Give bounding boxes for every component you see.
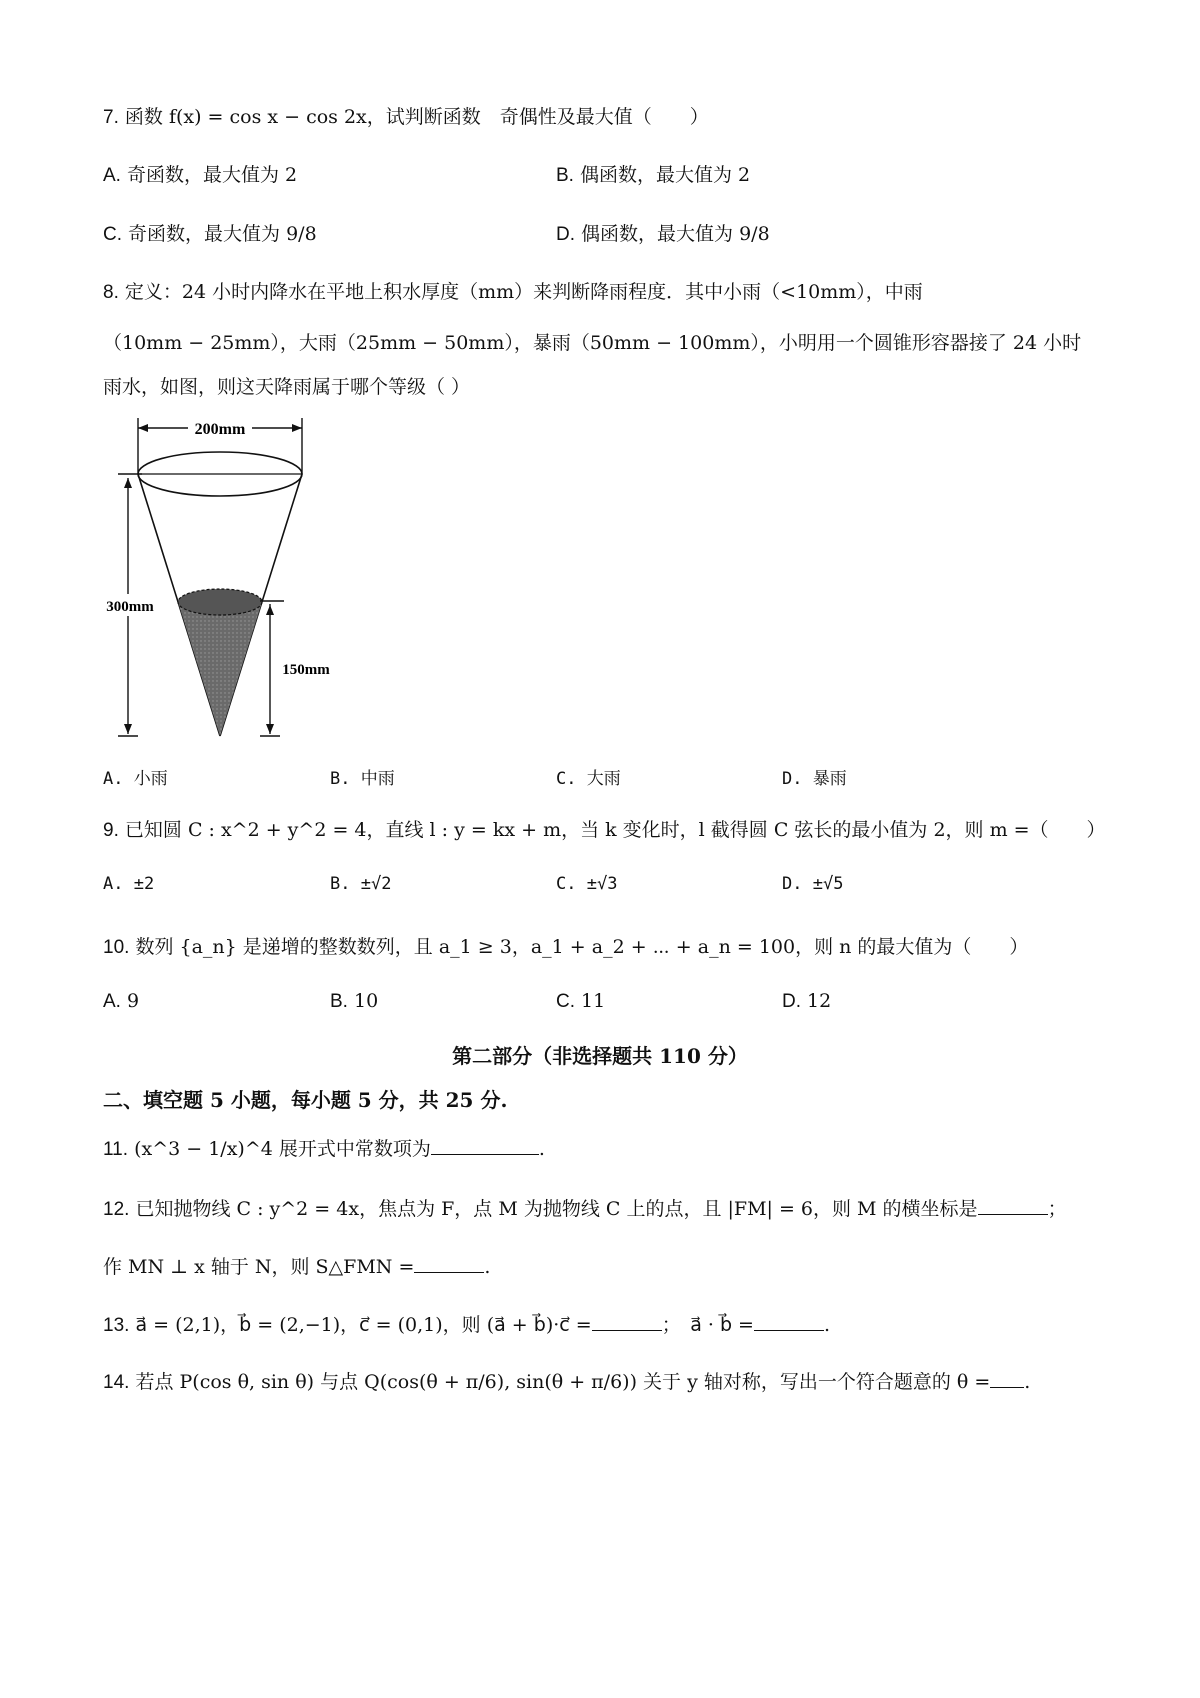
question-number: 10. [103, 937, 130, 958]
option-text: 暴雨 [812, 769, 847, 789]
question-text: 函数 f(x) = cos x − cos 2x，试判断函数 奇偶性及最大值（ ） [124, 106, 709, 128]
question-number: 11. [103, 1139, 129, 1160]
water-label: 150mm [282, 662, 330, 678]
q8-line-2: （10mm − 25mm），大雨（25mm − 50mm），暴雨（50mm − 100mm），小明用一个圆锥形容器接了 24 小时 [103, 332, 1082, 354]
option-letter: C. [556, 874, 577, 894]
q12-line-2 [103, 1252, 490, 1279]
option-text: 中雨 [360, 769, 395, 789]
top-width-label: 200mm [194, 421, 246, 438]
option-text: ±√5 [812, 874, 844, 894]
option-text: 偶函数，最大值为 2 [580, 164, 751, 186]
option-letter: D. [782, 991, 801, 1012]
height-label: 300mm [106, 599, 154, 615]
period: . [823, 1314, 831, 1336]
q9-option-d[interactable] [782, 874, 843, 894]
question-text: 已知圆 C : x^2 + y^2 = 4，直线 l : y = kx + m，当 k 变化时，l 截得圆 C 弦长的最小值为 2，则 m =（ ） [124, 819, 1106, 841]
question-text: ； a⃗ · b⃗ = [661, 1314, 754, 1336]
option-letter: B. [330, 769, 351, 789]
option-text: 偶函数，最大值为 9/8 [581, 223, 770, 245]
question-text: 数列 {a_n} 是递增的整数数列，且 a_1 ≥ 3，a_1 + a_2 + ⋯ + a_n = 100，则 n 的最大值为（ ） [135, 936, 1029, 958]
q9-option-c[interactable] [556, 874, 617, 894]
option-text: 10 [354, 990, 379, 1012]
option-text: ±√3 [586, 874, 618, 894]
option-letter: A. [103, 874, 124, 894]
question-number: 12. [103, 1199, 130, 1220]
answer-blank[interactable] [754, 1312, 824, 1331]
question-number: 7. [103, 107, 119, 128]
question-text: 定义：24 小时内降水在平地上积水厚度（mm）来判断降雨程度．其中小雨（<10mm），中雨 [124, 281, 923, 303]
question-text: 作 MN ⊥ x 轴于 N，则 S△FMN = [103, 1256, 415, 1278]
q12-line-1 [103, 1194, 1067, 1221]
question-text: 若点 P(cos θ, sin θ) 与点 Q(cos(θ + π/6), sin(θ + π/6)) 关于 y 轴对称，写出一个符合题意的 θ = [135, 1371, 991, 1393]
question-text: 已知抛物线 C : y^2 = 4x，焦点为 F，点 M 为抛物线 C 上的点，且 |FM| = 6，则 M 的横坐标是 [135, 1198, 978, 1220]
question-number: 9. [103, 820, 119, 841]
answer-blank[interactable] [431, 1136, 539, 1155]
q8-line-1 [103, 277, 923, 304]
q8-option-c[interactable] [556, 764, 621, 789]
option-text: 奇函数，最大值为 2 [127, 164, 298, 186]
period: . [1024, 1371, 1031, 1393]
option-letter: B. [330, 874, 351, 894]
period: . [538, 1138, 545, 1160]
q13-stem [103, 1310, 830, 1337]
cone-figure [100, 408, 340, 748]
option-text: ±√2 [360, 874, 392, 894]
option-text: ±2 [133, 874, 155, 894]
period: . [484, 1256, 491, 1278]
answer-blank[interactable] [990, 1369, 1024, 1388]
q9-stem [103, 815, 1106, 842]
option-letter: C. [556, 769, 577, 789]
option-letter: B. [330, 991, 348, 1012]
option-letter: B. [556, 165, 574, 186]
q8-option-a[interactable] [103, 764, 168, 789]
q8-option-d[interactable] [782, 764, 847, 789]
question-number: 14. [103, 1372, 130, 1393]
option-text: 9 [127, 990, 140, 1012]
option-letter: A. [103, 769, 124, 789]
q7-option-a[interactable] [103, 160, 297, 187]
q9-option-a[interactable] [103, 874, 154, 894]
question-text: (x^3 − 1/x)^4 展开式中常数项为 [134, 1138, 431, 1160]
q14-stem [103, 1367, 1030, 1394]
q9-option-b[interactable] [330, 874, 391, 894]
question-text: a⃗ = (2,1)，b⃗ = (2,−1)，c⃗ = (0,1)，则 (a⃗ + b⃗)·c⃗ = [135, 1314, 592, 1336]
q10-option-b[interactable] [330, 990, 378, 1013]
q7-stem [103, 102, 709, 129]
part2-title: 第二部分（非选择题共 110 分） [452, 1044, 748, 1068]
option-text: 奇函数，最大值为 9/8 [128, 223, 317, 245]
water-fill [178, 602, 262, 736]
option-text: 大雨 [586, 769, 621, 789]
option-text: 12 [807, 990, 832, 1012]
answer-blank[interactable] [414, 1254, 484, 1273]
q10-option-a[interactable] [103, 990, 139, 1013]
answer-blank[interactable] [978, 1196, 1048, 1215]
option-letter: C. [556, 991, 575, 1012]
q10-stem [103, 932, 1028, 959]
q10-option-d[interactable] [782, 990, 831, 1013]
option-letter: C. [103, 224, 122, 245]
option-letter: A. [103, 165, 121, 186]
option-letter: D. [782, 874, 803, 894]
question-number: 13. [103, 1315, 130, 1336]
q8-option-b[interactable] [330, 764, 395, 789]
q7-option-d[interactable] [556, 219, 770, 246]
q7-option-c[interactable] [103, 219, 317, 246]
section2-title: 二、填空题 5 小题，每小题 5 分，共 25 分. [103, 1088, 508, 1112]
q7-option-b[interactable] [556, 160, 750, 187]
q10-option-c[interactable] [556, 990, 605, 1013]
semicolon: ； [1047, 1198, 1067, 1220]
q11-stem [103, 1134, 545, 1161]
option-text: 小雨 [133, 769, 168, 789]
answer-blank[interactable] [592, 1312, 662, 1331]
option-letter: A. [103, 991, 121, 1012]
q8-line-3: 雨水，如图，则这天降雨属于哪个等级（ ） [103, 376, 471, 398]
option-letter: D. [782, 769, 803, 789]
question-number: 8. [103, 282, 119, 303]
option-letter: D. [556, 224, 575, 245]
option-text: 11 [581, 990, 606, 1012]
